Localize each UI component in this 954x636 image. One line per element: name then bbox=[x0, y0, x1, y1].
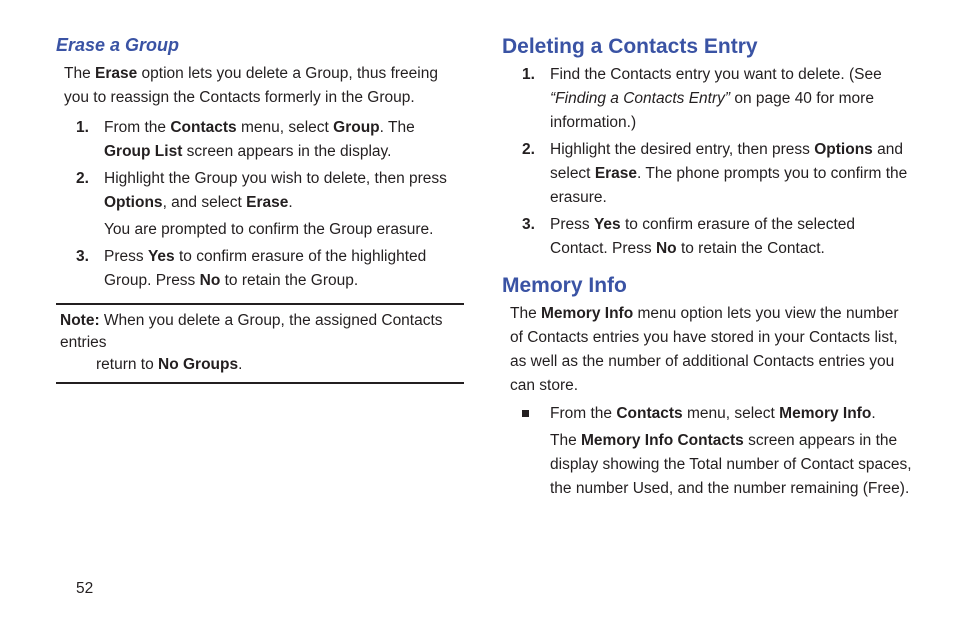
right-column bbox=[502, 34, 912, 504]
note-box: Note: When you delete a Group, the assigned Contacts entries return to No Groups. bbox=[56, 303, 464, 384]
memory-info-intro: The Memory Info menu option lets you view the number of Contacts entries you have stored in your Contacts list, as well as the number of additional Contacts entries you can store. bbox=[510, 305, 899, 394]
page-number: 52 bbox=[76, 580, 94, 597]
erase-group-heading: Erase a Group bbox=[56, 35, 180, 55]
memory-info-bullet: From the Contacts menu, select Memory Info. bbox=[502, 402, 912, 426]
delete-step-1: 1. Find the Contacts entry you want to delete. (See “Finding a Contacts Entry” on page 40 for more information.) bbox=[522, 66, 882, 131]
erase-step-2-sub: You are prompted to confirm the Group erasure. bbox=[104, 221, 434, 238]
erase-step-2: 2. Highlight the Group you wish to delete, then press Options, and select Erase. bbox=[76, 170, 447, 211]
memory-info-bullet-sub: The Memory Info Contacts screen appears in the display showing the Total number of Contact spaces, the number Used, and the number remaining (Free). bbox=[550, 432, 912, 497]
delete-step-3: 3. Press Yes to confirm erasure of the selected Contact. Press No to retain the Contact. bbox=[522, 216, 856, 257]
memory-info-heading: Memory Info bbox=[502, 274, 627, 297]
delete-step-2: 2. Highlight the desired entry, then press Options and select Erase. The phone prompts you to confirm the erasure. bbox=[522, 141, 908, 206]
deleting-contacts-heading: Deleting a Contacts Entry bbox=[502, 35, 758, 58]
erase-step-3: 3. Press Yes to confirm erasure of the highlighted Group. Press No to retain the Group. bbox=[76, 248, 427, 289]
square-bullet-icon bbox=[522, 410, 529, 417]
erase-step-1: 1. From the Contacts menu, select Group. The Group List screen appears in the display. bbox=[76, 119, 415, 160]
erase-group-intro: The Erase option lets you delete a Group, thus freeing you to reassign the Contacts formerly in the Group. bbox=[64, 65, 438, 106]
note-label: Note: bbox=[60, 312, 100, 329]
left-column bbox=[56, 34, 464, 384]
